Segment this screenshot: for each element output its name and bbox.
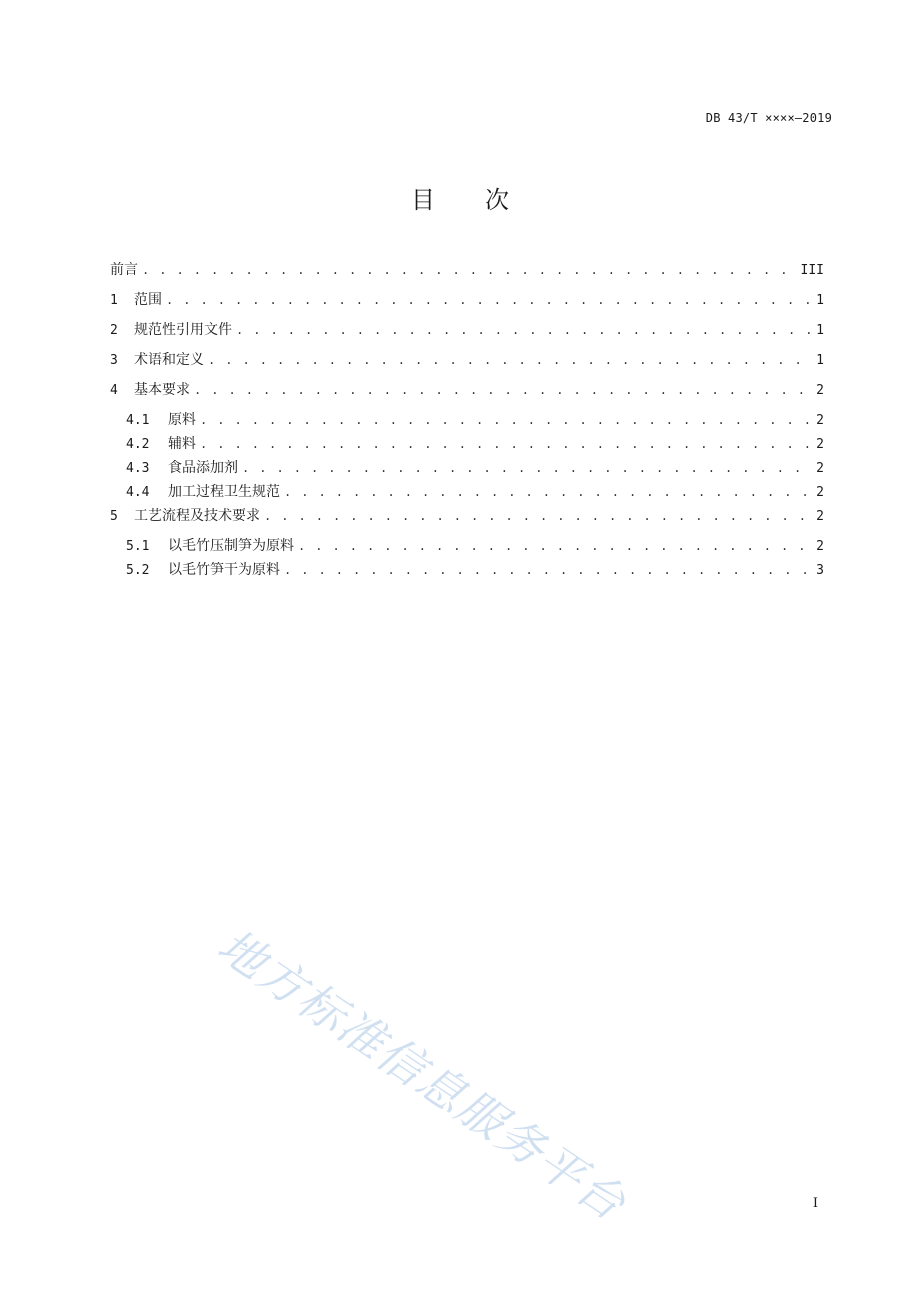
toc-dot-leader <box>264 504 812 528</box>
toc-entry-number: 3 <box>110 353 118 368</box>
toc-entry-page: 1 <box>816 323 824 338</box>
toc-entry-number: 4.2 <box>126 437 150 452</box>
toc-entry-page: 2 <box>816 461 824 476</box>
toc-entry-label: 规范性引用文件 <box>134 322 232 338</box>
toc-dot-leader <box>284 558 812 582</box>
toc-entry-4-1[interactable] <box>110 408 824 432</box>
toc-entry-label: 工艺流程及技术要求 <box>134 508 260 524</box>
toc-entry-page: 2 <box>816 437 824 452</box>
toc-entry-label: 原料 <box>168 412 196 428</box>
toc-entry-page: 1 <box>816 293 824 308</box>
toc-dot-leader <box>242 456 812 480</box>
toc-entry-label: 基本要求 <box>134 382 190 398</box>
toc-entry-number: 4.1 <box>126 413 150 428</box>
toc-entry-page: 3 <box>816 563 824 578</box>
toc-entry-4-4[interactable] <box>110 480 824 504</box>
toc-entry-5-2[interactable] <box>110 558 824 582</box>
toc-entry-page: 2 <box>816 383 824 398</box>
toc-entry-page: 2 <box>816 485 824 500</box>
toc-entry-page: 2 <box>816 509 824 524</box>
toc-entry-foreword[interactable] <box>110 258 824 288</box>
toc-dot-leader <box>166 288 812 312</box>
toc-entry-4-3[interactable] <box>110 456 824 480</box>
toc-entry-5[interactable] <box>110 504 824 534</box>
toc-entry-label: 以毛竹笋干为原料 <box>168 562 280 578</box>
page-title: 目次 <box>411 186 559 214</box>
toc-entry-number: 2 <box>110 323 118 338</box>
toc-entry-number: 1 <box>110 293 118 308</box>
toc-entry-number: 5.1 <box>126 539 150 554</box>
toc-entry-number: 4.3 <box>126 461 150 476</box>
toc-entry-1[interactable] <box>110 288 824 318</box>
toc-entry-5-1[interactable] <box>110 534 824 558</box>
toc-dot-leader <box>236 318 812 342</box>
watermark: 地方标准信息服务平台 <box>208 918 637 1232</box>
toc-entry-label: 加工过程卫生规范 <box>168 484 280 500</box>
toc-entry-page: 2 <box>816 539 824 554</box>
toc-dot-leader <box>142 258 799 282</box>
standard-code: DB 43/T ××××—2019 <box>705 111 832 125</box>
toc-entry-3[interactable] <box>110 348 824 378</box>
toc-entry-4[interactable] <box>110 378 824 408</box>
toc-entry-label: 范围 <box>134 292 162 308</box>
toc-entry-label: 辅料 <box>168 436 196 452</box>
toc-dot-leader <box>298 534 812 558</box>
toc-entry-number: 5 <box>110 509 118 524</box>
toc-entry-page: 1 <box>816 353 824 368</box>
toc-entry-page: III <box>800 263 824 278</box>
toc-dot-leader <box>200 432 812 456</box>
toc-entry-number: 5.2 <box>126 563 150 578</box>
table-of-contents <box>110 258 824 582</box>
toc-entry-number: 4.4 <box>126 485 150 500</box>
toc-entry-4-2[interactable] <box>110 432 824 456</box>
toc-entry-label: 以毛竹压制笋为原料 <box>168 538 294 554</box>
toc-dot-leader <box>208 348 812 372</box>
toc-entry-label: 术语和定义 <box>134 352 204 368</box>
toc-entry-number: 4 <box>110 383 118 398</box>
toc-entry-label: 食品添加剂 <box>168 460 238 476</box>
toc-dot-leader <box>194 378 812 402</box>
toc-entry-page: 2 <box>816 413 824 428</box>
toc-dot-leader <box>200 408 812 432</box>
toc-entry-label: 前言 <box>110 262 138 278</box>
toc-entry-2[interactable] <box>110 318 824 348</box>
page-number: I <box>812 1196 818 1211</box>
toc-dot-leader <box>284 480 812 504</box>
